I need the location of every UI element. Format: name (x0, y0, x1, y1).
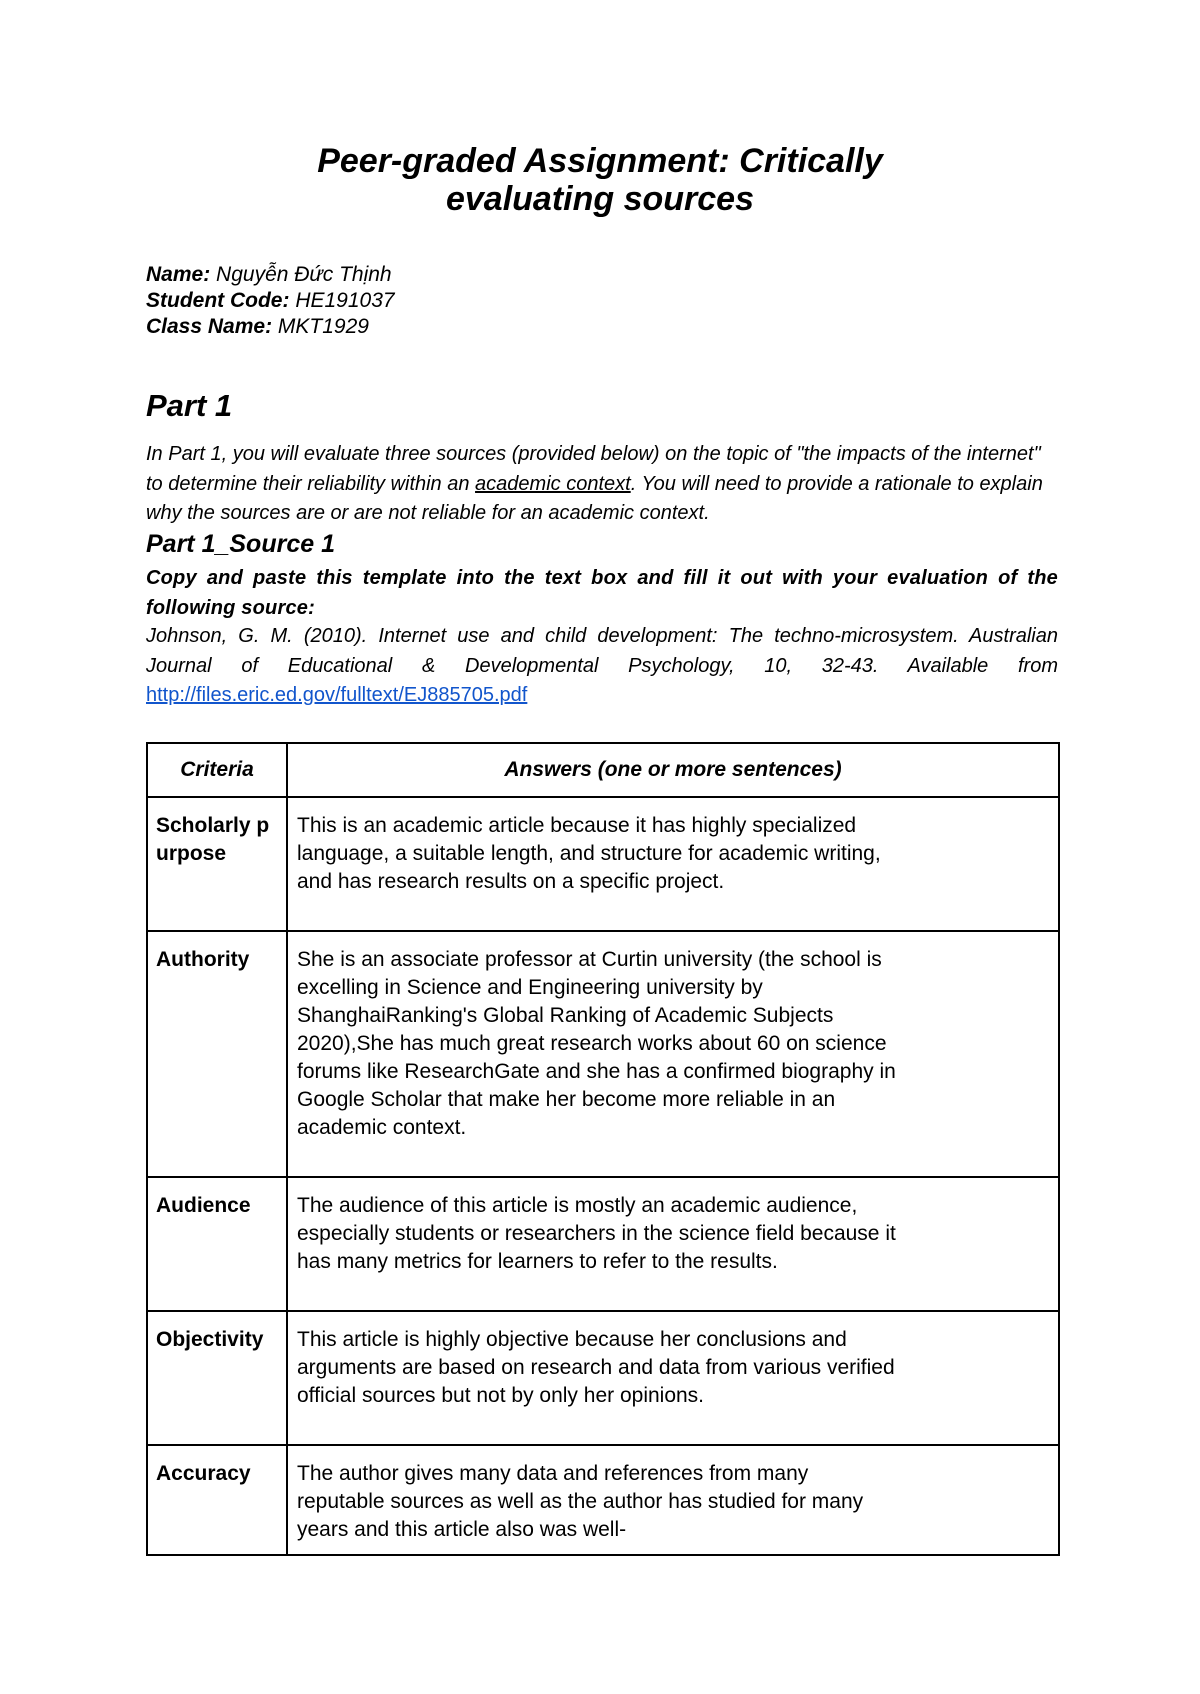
answer-cell: This is an academic article because it has highly specialized language, a suitable length, and structure for academic writing, and has research results on a specific project. (287, 797, 1059, 931)
answer-cell: This article is highly objective because her conclusions and arguments are based on research and data from various verified official sources but not by only her opinions. (287, 1311, 1059, 1445)
name-label: Name: (146, 263, 211, 286)
criteria-cell: Audience (147, 1177, 287, 1311)
source-1-heading: Part 1_Source 1 (146, 530, 335, 558)
criteria-header: Criteria (147, 743, 287, 797)
criteria-cell: Accuracy (147, 1445, 287, 1555)
student-code-row (146, 288, 395, 314)
intro-text-before: In Part 1, you will evaluate three sources (provided below) on the topic of "the impacts of the internet" to determine their reliability within an (146, 443, 1041, 495)
student-code-label: Student Code: (146, 289, 290, 312)
intro-text-after: . You will need to provide a rationale to explain why the sources are or are not reliable for an academic context. (146, 472, 1043, 524)
name-value: Nguyễn Đức Thịnh (216, 263, 392, 286)
title-line-1: Peer-graded Assignment: Critically (317, 142, 883, 180)
answer-cell: She is an associate professor at Curtin university (the school is excelling in Science and Engineering university by ShanghaiRanking's Global Ranking of Academic Subjects 2020),She has much great research works about 60 on science forums like ResearchGate and she has a confirmed biography in Google Scholar that make her become more reliable in an academic context. (287, 931, 1059, 1177)
table-row (147, 1445, 1059, 1555)
class-name-value: MKT1929 (277, 315, 369, 338)
source-citation (146, 622, 1058, 711)
criteria-cell: Objectivity (147, 1311, 287, 1445)
criteria-cell: Authority (147, 931, 287, 1177)
class-name-label: Class Name: (146, 315, 273, 338)
academic-context-text: academic context (475, 472, 631, 495)
citation-text: Johnson, G. M. (2010). Internet use and child development: The techno-microsystem. Australian Journal of Educational & Developmental Psychology, 10, 32-43. Available from (146, 625, 1058, 677)
student-info (146, 262, 395, 340)
part-1-heading: Part 1 (146, 388, 233, 423)
table-row (147, 797, 1059, 931)
part-1-intro (146, 440, 1058, 529)
answers-header: Answers (one or more sentences) (287, 743, 1059, 797)
class-name-row (146, 314, 395, 340)
table-header-row (147, 743, 1059, 797)
answer-cell: The audience of this article is mostly an academic audience, especially students or researchers in the science field because it has many metrics for learners to refer to the results. (287, 1177, 1059, 1311)
criteria-cell: Scholarly purpose (147, 797, 287, 931)
student-code-value: HE191037 (295, 289, 395, 312)
source-url-link[interactable]: http://files.eric.ed.gov/fulltext/EJ885705.pdf (146, 684, 528, 706)
name-row (146, 262, 395, 288)
table-row (147, 931, 1059, 1177)
table-row (147, 1177, 1059, 1311)
document-title (0, 142, 1200, 218)
answer-cell: The author gives many data and references from many reputable sources as well as the author has studied for many years and this article also was well- (287, 1445, 1059, 1555)
table-row (147, 1311, 1059, 1445)
template-instruction: Copy and paste this template into the text box and fill it out with your evaluation of the following source: (146, 567, 1058, 619)
title-line-2: evaluating sources (445, 180, 754, 218)
evaluation-table (146, 742, 1060, 1556)
